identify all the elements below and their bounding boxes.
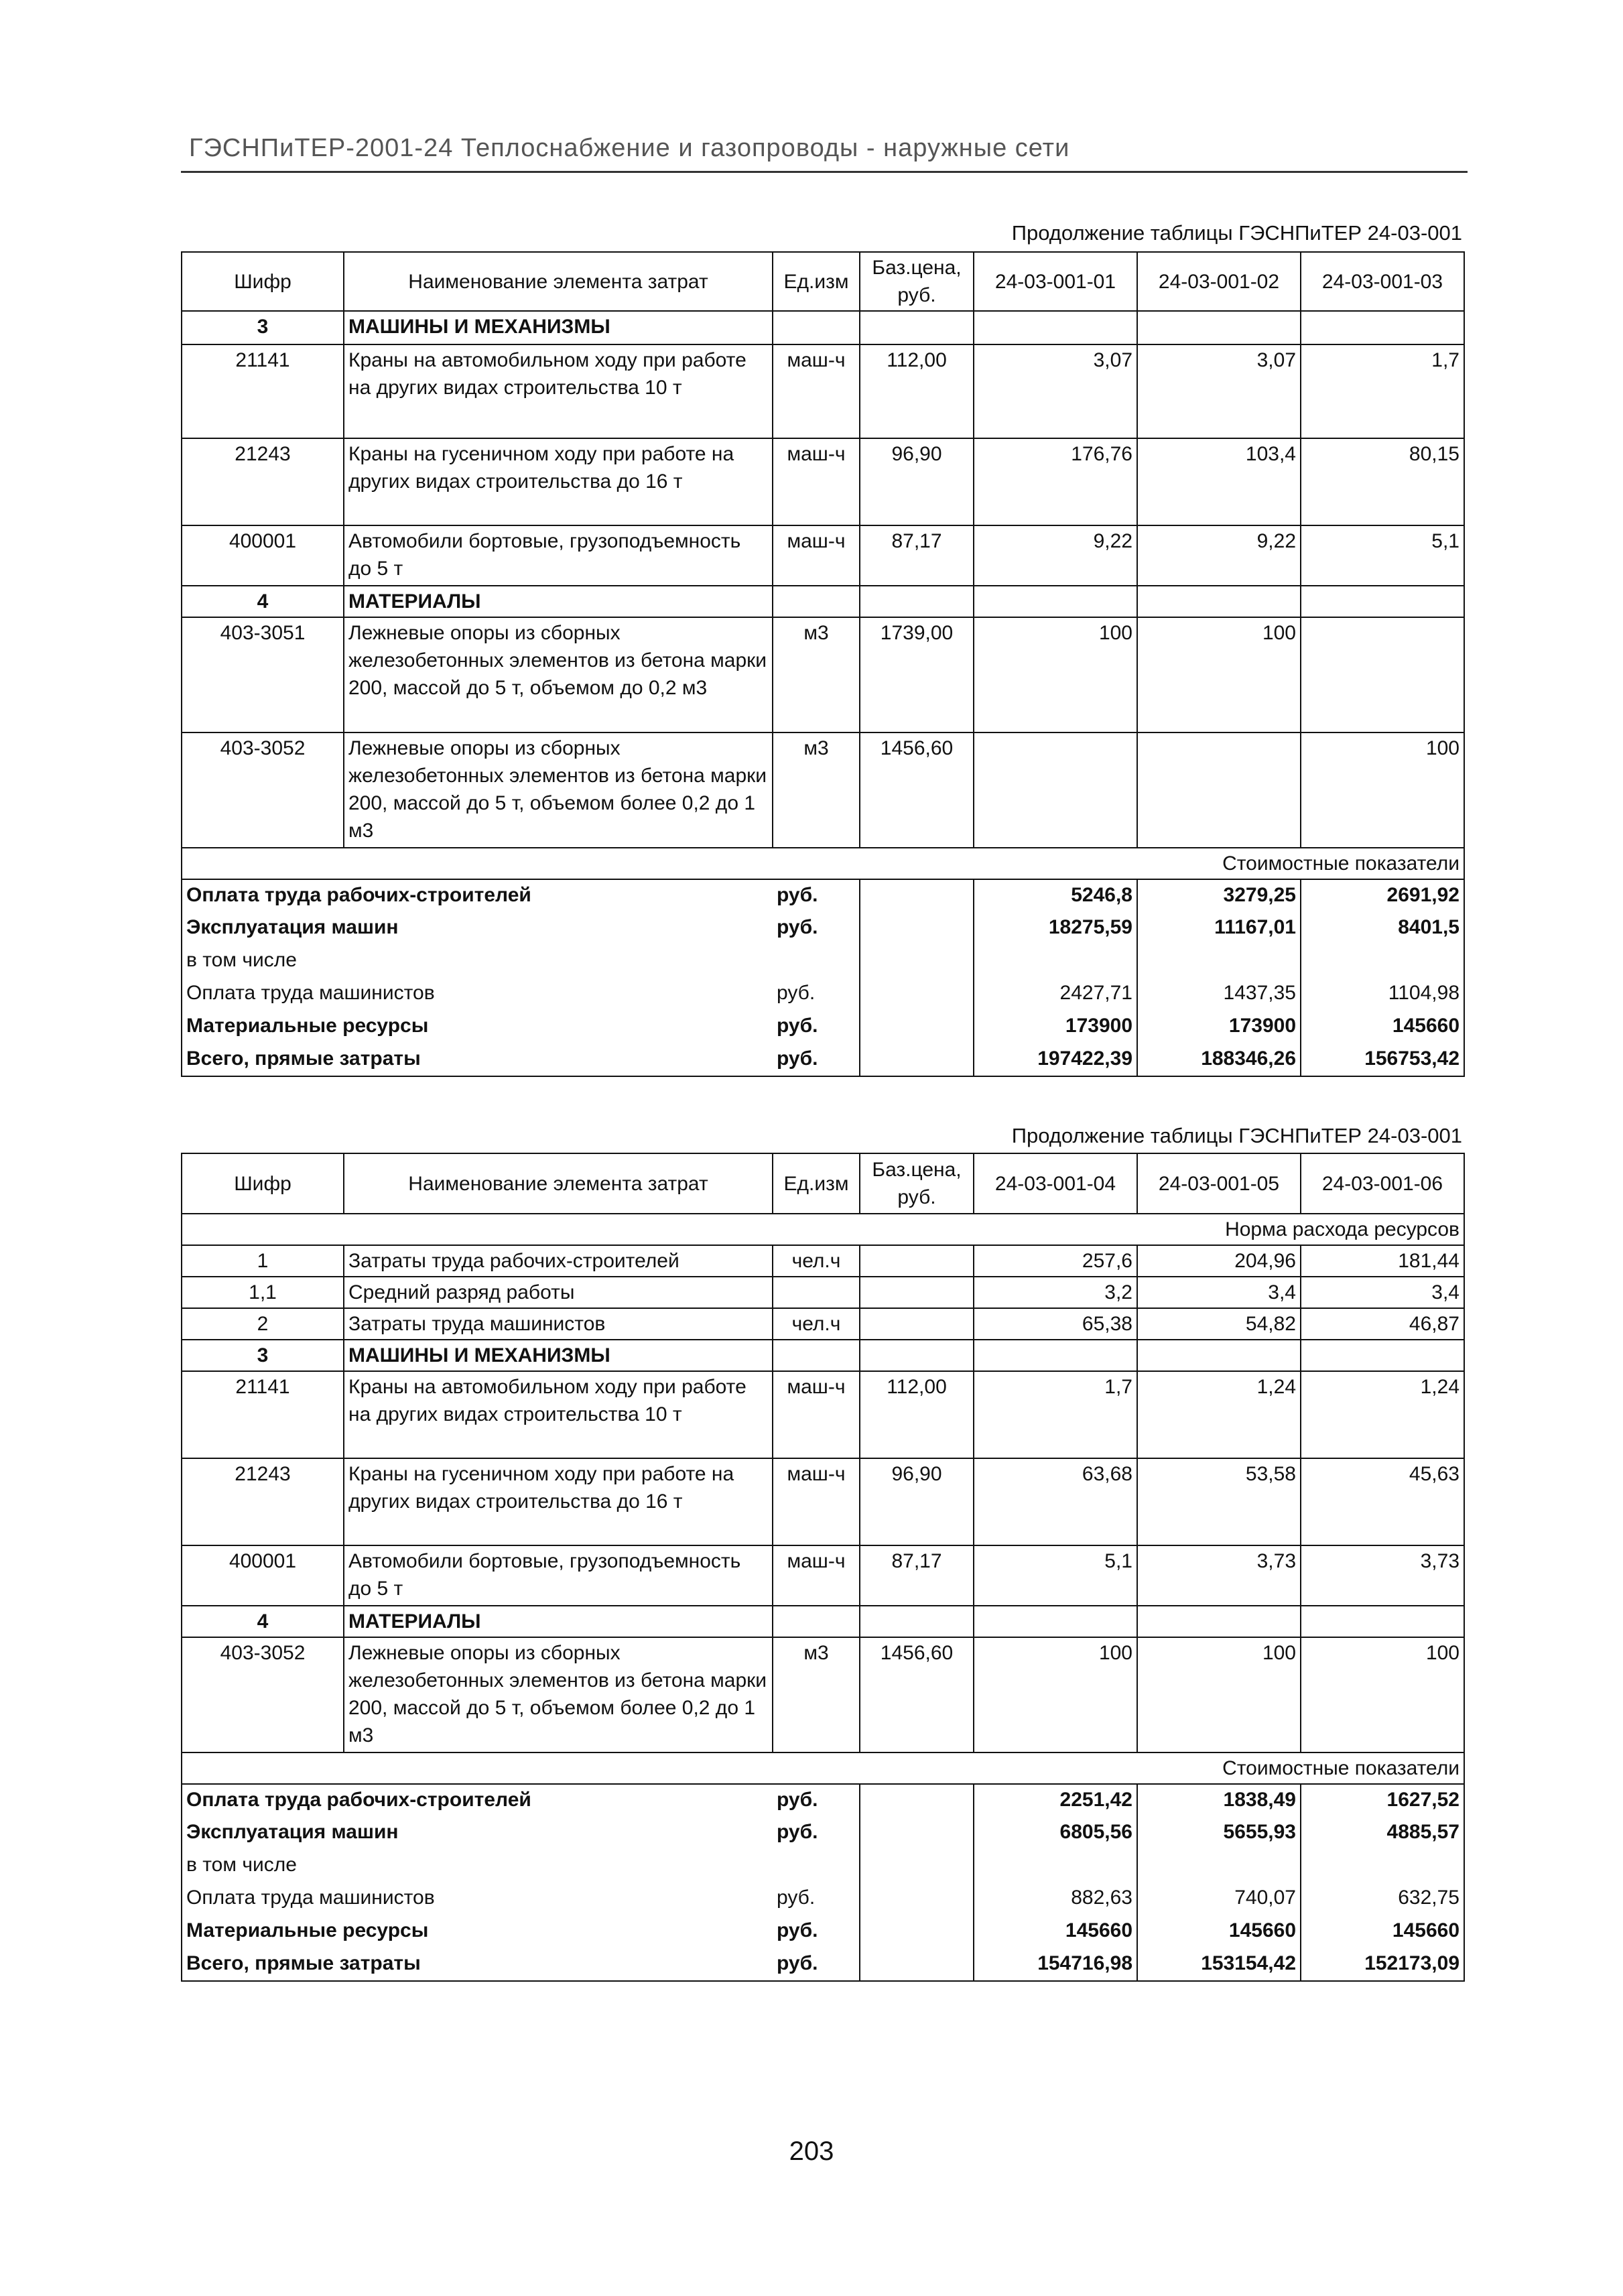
cost-value-3: 145660 xyxy=(1301,1915,1464,1948)
row-code: 403-3052 xyxy=(182,732,344,848)
cost-row xyxy=(182,1948,1464,1981)
row-price: 87,17 xyxy=(860,1545,974,1606)
col-norm-2: 24-03-001-05 xyxy=(1137,1153,1301,1214)
row-unit: маш-ч xyxy=(773,525,860,586)
cost-row xyxy=(182,1883,1464,1915)
row-value-1 xyxy=(974,311,1137,344)
cost-price xyxy=(860,912,974,945)
row-value-1: 9,22 xyxy=(974,525,1137,586)
row-unit xyxy=(773,1340,860,1371)
row-value-3 xyxy=(1301,586,1464,617)
resource-table-1 xyxy=(181,251,1465,1077)
cost-row xyxy=(182,1011,1464,1043)
row-name: Затраты труда рабочих-строителей xyxy=(344,1245,773,1277)
cost-value-3: 4885,57 xyxy=(1301,1817,1464,1850)
row-value-3: 45,63 xyxy=(1301,1458,1464,1545)
row-value-3 xyxy=(1301,1606,1464,1637)
row-unit: маш-ч xyxy=(773,438,860,525)
row-value-2 xyxy=(1137,1340,1301,1371)
table-row xyxy=(182,586,1464,617)
cost-label: Материальные ресурсы xyxy=(182,1011,773,1043)
section-row xyxy=(182,1214,1464,1245)
row-name: Лежневые опоры из сборных железобетонных элементов из бетона марки 200, массой до 5 т, объемом более 0,2 до 1 м3 xyxy=(344,732,773,848)
row-value-3: 80,15 xyxy=(1301,438,1464,525)
table-row xyxy=(182,438,1464,525)
row-value-1 xyxy=(974,1340,1137,1371)
col-price: Баз.цена, руб. xyxy=(860,1153,974,1214)
continuation-caption-1: Продолжение таблицы ГЭСНПиТЕР 24-03-001 xyxy=(1011,221,1462,245)
row-unit: маш-ч xyxy=(773,344,860,438)
row-value-1 xyxy=(974,732,1137,848)
cost-value-2: 1437,35 xyxy=(1137,978,1301,1011)
continuation-caption-2: Продолжение таблицы ГЭСНПиТЕР 24-03-001 xyxy=(1011,1124,1462,1147)
cost-price xyxy=(860,879,974,912)
row-value-1: 3,07 xyxy=(974,344,1137,438)
row-value-3: 100 xyxy=(1301,1637,1464,1752)
row-price xyxy=(860,1245,974,1277)
table-row xyxy=(182,311,1464,344)
col-norm-1: 24-03-001-01 xyxy=(974,252,1137,311)
row-name: Автомобили бортовые, грузоподъемность до 5 т xyxy=(344,1545,773,1606)
row-value-1: 1,7 xyxy=(974,1371,1137,1458)
row-value-1: 3,2 xyxy=(974,1277,1137,1308)
cost-unit: руб. xyxy=(773,879,860,912)
cost-value-3: 8401,5 xyxy=(1301,912,1464,945)
cost-value-3: 2691,92 xyxy=(1301,879,1464,912)
col-norm-3: 24-03-001-06 xyxy=(1301,1153,1464,1214)
cost-row xyxy=(182,1043,1464,1076)
cost-label: в том числе xyxy=(182,1850,773,1883)
row-price xyxy=(860,1308,974,1340)
table-row xyxy=(182,344,1464,438)
cost-label: Оплата труда рабочих-строителей xyxy=(182,879,773,912)
row-code: 3 xyxy=(182,311,344,344)
row-value-2: 103,4 xyxy=(1137,438,1301,525)
row-name: Краны на гусеничном ходу при работе на других видах строительства до 16 т xyxy=(344,438,773,525)
row-code: 4 xyxy=(182,586,344,617)
table-header-row xyxy=(182,1153,1464,1214)
table-header-row xyxy=(182,252,1464,311)
cost-unit: руб. xyxy=(773,1011,860,1043)
page-number: 203 xyxy=(789,2136,834,2166)
cost-section-label: Стоимостные показатели xyxy=(182,848,1464,879)
cost-label: в том числе xyxy=(182,945,773,978)
row-name: Краны на автомобильном ходу при работе на других видах строительства 10 т xyxy=(344,1371,773,1458)
table-row xyxy=(182,1308,1464,1340)
row-price: 1739,00 xyxy=(860,617,974,732)
cost-value-3: 1627,52 xyxy=(1301,1784,1464,1817)
row-unit xyxy=(773,1277,860,1308)
row-unit: чел.ч xyxy=(773,1245,860,1277)
cost-value-2: 5655,93 xyxy=(1137,1817,1301,1850)
cost-price xyxy=(860,1915,974,1948)
row-code: 21141 xyxy=(182,1371,344,1458)
row-value-2: 100 xyxy=(1137,1637,1301,1752)
cost-value-1: 2427,71 xyxy=(974,978,1137,1011)
col-name: Наименование элемента затрат xyxy=(344,1153,773,1214)
cost-price xyxy=(860,978,974,1011)
col-norm-1: 24-03-001-04 xyxy=(974,1153,1137,1214)
table-row xyxy=(182,1277,1464,1308)
row-value-1: 257,6 xyxy=(974,1245,1137,1277)
row-value-1: 63,68 xyxy=(974,1458,1137,1545)
cost-label: Материальные ресурсы xyxy=(182,1915,773,1948)
row-value-1: 176,76 xyxy=(974,438,1137,525)
cost-unit: руб. xyxy=(773,978,860,1011)
row-value-1 xyxy=(974,586,1137,617)
row-code: 1 xyxy=(182,1245,344,1277)
row-unit: м3 xyxy=(773,732,860,848)
cost-unit xyxy=(773,945,860,978)
row-value-2: 3,4 xyxy=(1137,1277,1301,1308)
col-name: Наименование элемента затрат xyxy=(344,252,773,311)
row-value-2: 54,82 xyxy=(1137,1308,1301,1340)
cost-value-1: 882,63 xyxy=(974,1883,1137,1915)
cost-value-1: 6805,56 xyxy=(974,1817,1137,1850)
row-unit xyxy=(773,311,860,344)
table-row xyxy=(182,617,1464,732)
row-code: 400001 xyxy=(182,525,344,586)
cost-row xyxy=(182,879,1464,912)
cost-label: Оплата труда машинистов xyxy=(182,1883,773,1915)
row-value-3: 100 xyxy=(1301,732,1464,848)
row-price: 1456,60 xyxy=(860,1637,974,1752)
row-price: 96,90 xyxy=(860,438,974,525)
row-value-2: 3,73 xyxy=(1137,1545,1301,1606)
row-name: МАТЕРИАЛЫ xyxy=(344,586,773,617)
row-value-2: 3,07 xyxy=(1137,344,1301,438)
cost-value-1: 197422,39 xyxy=(974,1043,1137,1076)
cost-price xyxy=(860,1043,974,1076)
table-row xyxy=(182,732,1464,848)
row-value-2: 1,24 xyxy=(1137,1371,1301,1458)
cost-value-3 xyxy=(1301,1850,1464,1883)
row-code: 403-3052 xyxy=(182,1637,344,1752)
row-name: Средний разряд работы xyxy=(344,1277,773,1308)
cost-value-2: 188346,26 xyxy=(1137,1043,1301,1076)
row-value-2 xyxy=(1137,311,1301,344)
row-code: 400001 xyxy=(182,1545,344,1606)
cost-price xyxy=(860,1817,974,1850)
cost-value-1 xyxy=(974,945,1137,978)
row-value-3: 1,7 xyxy=(1301,344,1464,438)
row-value-1: 65,38 xyxy=(974,1308,1137,1340)
cost-label: Всего, прямые затраты xyxy=(182,1948,773,1981)
row-value-3: 5,1 xyxy=(1301,525,1464,586)
norm-section-label: Норма расхода ресурсов xyxy=(182,1214,1464,1245)
row-unit: м3 xyxy=(773,1637,860,1752)
cost-row xyxy=(182,1784,1464,1817)
cost-label: Эксплуатация машин xyxy=(182,912,773,945)
row-value-1: 5,1 xyxy=(974,1545,1137,1606)
row-code: 403-3051 xyxy=(182,617,344,732)
cost-value-2: 153154,42 xyxy=(1137,1948,1301,1981)
row-price xyxy=(860,1277,974,1308)
row-code: 21243 xyxy=(182,438,344,525)
row-price xyxy=(860,1340,974,1371)
cost-unit: руб. xyxy=(773,912,860,945)
row-unit: м3 xyxy=(773,617,860,732)
header-rule xyxy=(181,171,1468,173)
table-row xyxy=(182,1606,1464,1637)
cost-value-2: 740,07 xyxy=(1137,1883,1301,1915)
row-unit: маш-ч xyxy=(773,1545,860,1606)
cost-value-3 xyxy=(1301,945,1464,978)
cost-price xyxy=(860,1948,974,1981)
row-name: МАШИНЫ И МЕХАНИЗМЫ xyxy=(344,311,773,344)
cost-unit: руб. xyxy=(773,1915,860,1948)
col-code: Шифр xyxy=(182,252,344,311)
row-price: 96,90 xyxy=(860,1458,974,1545)
cost-row xyxy=(182,978,1464,1011)
table-row xyxy=(182,1545,1464,1606)
table-row xyxy=(182,1340,1464,1371)
row-code: 2 xyxy=(182,1308,344,1340)
cost-value-2: 3279,25 xyxy=(1137,879,1301,912)
cost-value-1: 145660 xyxy=(974,1915,1137,1948)
cost-value-1: 173900 xyxy=(974,1011,1137,1043)
cost-unit: руб. xyxy=(773,1817,860,1850)
row-price xyxy=(860,1606,974,1637)
cost-price xyxy=(860,1883,974,1915)
cost-value-3: 152173,09 xyxy=(1301,1948,1464,1981)
cost-row xyxy=(182,912,1464,945)
cost-price xyxy=(860,1011,974,1043)
col-norm-3: 24-03-001-03 xyxy=(1301,252,1464,311)
cost-value-3: 156753,42 xyxy=(1301,1043,1464,1076)
cost-value-1: 5246,8 xyxy=(974,879,1137,912)
row-unit: маш-ч xyxy=(773,1458,860,1545)
resource-table-2 xyxy=(181,1153,1465,1982)
row-value-1: 100 xyxy=(974,1637,1137,1752)
table-row xyxy=(182,1371,1464,1458)
section-row xyxy=(182,848,1464,879)
row-price xyxy=(860,311,974,344)
table-row xyxy=(182,525,1464,586)
row-code: 3 xyxy=(182,1340,344,1371)
row-value-3: 46,87 xyxy=(1301,1308,1464,1340)
row-name: Краны на гусеничном ходу при работе на других видах строительства до 16 т xyxy=(344,1458,773,1545)
row-unit xyxy=(773,586,860,617)
cost-value-3: 1104,98 xyxy=(1301,978,1464,1011)
cost-value-1 xyxy=(974,1850,1137,1883)
row-value-3: 1,24 xyxy=(1301,1371,1464,1458)
row-price: 87,17 xyxy=(860,525,974,586)
table-row xyxy=(182,1458,1464,1545)
row-value-2: 9,22 xyxy=(1137,525,1301,586)
row-name: Лежневые опоры из сборных железобетонных элементов из бетона марки 200, массой до 5 т, объемом более 0,2 до 1 м3 xyxy=(344,1637,773,1752)
col-unit: Ед.изм xyxy=(773,1153,860,1214)
cost-row xyxy=(182,1817,1464,1850)
row-price: 112,00 xyxy=(860,344,974,438)
row-name: Лежневые опоры из сборных железобетонных элементов из бетона марки 200, массой до 5 т, объемом до 0,2 м3 xyxy=(344,617,773,732)
row-value-3: 181,44 xyxy=(1301,1245,1464,1277)
row-price: 1456,60 xyxy=(860,732,974,848)
cost-price xyxy=(860,945,974,978)
row-name: Затраты труда машинистов xyxy=(344,1308,773,1340)
cost-label: Оплата труда рабочих-строителей xyxy=(182,1784,773,1817)
cost-value-1: 154716,98 xyxy=(974,1948,1137,1981)
row-value-2 xyxy=(1137,732,1301,848)
row-value-2: 100 xyxy=(1137,617,1301,732)
cost-row xyxy=(182,1915,1464,1948)
cost-value-1: 2251,42 xyxy=(974,1784,1137,1817)
cost-value-2 xyxy=(1137,1850,1301,1883)
cost-value-3: 145660 xyxy=(1301,1011,1464,1043)
row-value-3 xyxy=(1301,311,1464,344)
row-name: МАШИНЫ И МЕХАНИЗМЫ xyxy=(344,1340,773,1371)
row-code: 4 xyxy=(182,1606,344,1637)
col-norm-2: 24-03-001-02 xyxy=(1137,252,1301,311)
row-name: Автомобили бортовые, грузоподъемность до 5 т xyxy=(344,525,773,586)
cost-unit: руб. xyxy=(773,1948,860,1981)
cost-value-2: 173900 xyxy=(1137,1011,1301,1043)
row-value-1: 100 xyxy=(974,617,1137,732)
col-price: Баз.цена, руб. xyxy=(860,252,974,311)
cost-label: Эксплуатация машин xyxy=(182,1817,773,1850)
row-unit xyxy=(773,1606,860,1637)
cost-price xyxy=(860,1784,974,1817)
row-price xyxy=(860,586,974,617)
cost-unit xyxy=(773,1850,860,1883)
col-code: Шифр xyxy=(182,1153,344,1214)
row-value-3: 3,73 xyxy=(1301,1545,1464,1606)
row-name: Краны на автомобильном ходу при работе на других видах строительства 10 т xyxy=(344,344,773,438)
cost-unit: руб. xyxy=(773,1043,860,1076)
row-value-2: 53,58 xyxy=(1137,1458,1301,1545)
row-value-3: 3,4 xyxy=(1301,1277,1464,1308)
row-value-3 xyxy=(1301,1340,1464,1371)
cost-label: Всего, прямые затраты xyxy=(182,1043,773,1076)
cost-unit: руб. xyxy=(773,1883,860,1915)
table-row xyxy=(182,1637,1464,1752)
row-value-2: 204,96 xyxy=(1137,1245,1301,1277)
cost-value-1: 18275,59 xyxy=(974,912,1137,945)
row-unit: чел.ч xyxy=(773,1308,860,1340)
row-value-2 xyxy=(1137,1606,1301,1637)
row-code: 21243 xyxy=(182,1458,344,1545)
cost-section-label: Стоимостные показатели xyxy=(182,1752,1464,1784)
cost-value-2: 145660 xyxy=(1137,1915,1301,1948)
row-name: МАТЕРИАЛЫ xyxy=(344,1606,773,1637)
col-unit: Ед.изм xyxy=(773,252,860,311)
table-row xyxy=(182,1245,1464,1277)
cost-value-2: 11167,01 xyxy=(1137,912,1301,945)
cost-row xyxy=(182,945,1464,978)
section-row xyxy=(182,1752,1464,1784)
row-value-1 xyxy=(974,1606,1137,1637)
row-value-3 xyxy=(1301,617,1464,732)
cost-row xyxy=(182,1850,1464,1883)
row-value-2 xyxy=(1137,586,1301,617)
cost-unit: руб. xyxy=(773,1784,860,1817)
row-unit: маш-ч xyxy=(773,1371,860,1458)
cost-value-2: 1838,49 xyxy=(1137,1784,1301,1817)
cost-label: Оплата труда машинистов xyxy=(182,978,773,1011)
row-price: 112,00 xyxy=(860,1371,974,1458)
cost-value-3: 632,75 xyxy=(1301,1883,1464,1915)
cost-value-2 xyxy=(1137,945,1301,978)
row-code: 21141 xyxy=(182,344,344,438)
row-code: 1,1 xyxy=(182,1277,344,1308)
cost-price xyxy=(860,1850,974,1883)
running-title: ГЭСНПиТЕР-2001-24 Теплоснабжение и газопроводы - наружные сети xyxy=(189,134,1070,162)
